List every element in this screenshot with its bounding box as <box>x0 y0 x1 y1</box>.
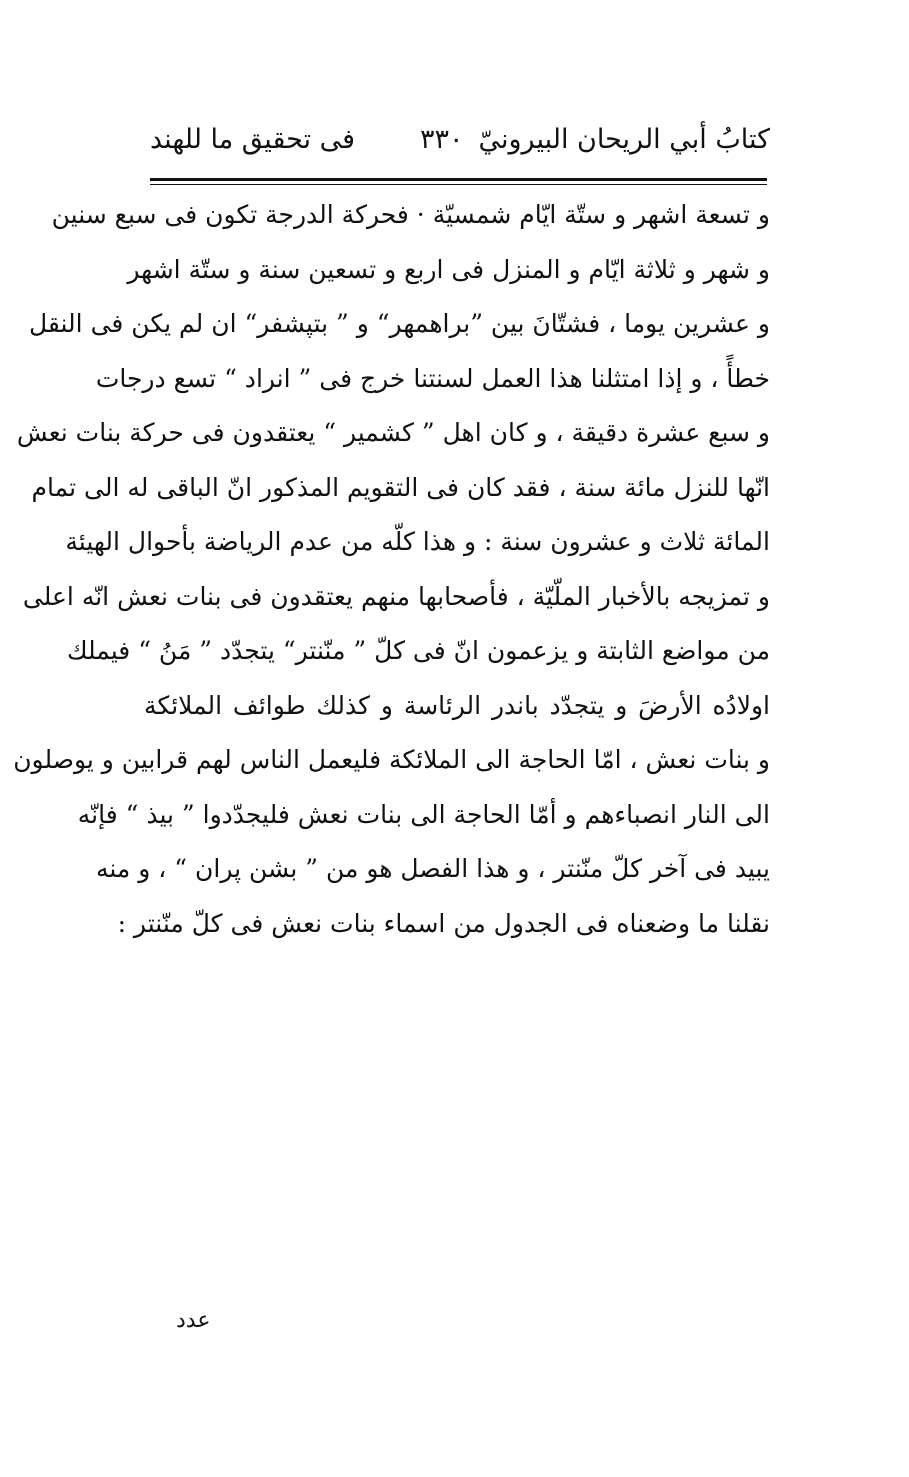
text-line: يبيد فى آخر كلّ منّنتر ، و هذا الفصل هو من ” بشن پران “ ، و منه <box>95 854 770 883</box>
text-line: من مواضع الثابتة و يزعمون انّ فى كلّ ” منّنتر“ يتجدّد ” مَنُ “ فيملك <box>66 636 770 665</box>
running-head <box>150 118 770 174</box>
text-line: اولادُه الأرضَ و يتجدّد باندر الرئاسة و كذلك طوائف الملائكة <box>144 690 770 720</box>
text-line: الى النار انصباءهم و أمّا الحاجة الى بنات نعش فليجدّدوا ” بيذ “ فإنّه <box>77 799 770 829</box>
text-line: و سبع عشرة دقيقة ، و كان اهل ” كشمير “ يعتقدون فى حركة بنات نعش <box>16 418 770 447</box>
header-rule <box>150 178 767 181</box>
book-title: كتابُ أبي الريحان البيرونيّ <box>478 124 770 155</box>
text-line: و تسعة اشهر و ستّة ايّام شمسيّة · فحركة الدرجة تكون فى سبع سنين <box>51 200 770 229</box>
text-line: نقلنا ما وضعناه فى الجدول من اسماء بنات نعش فى كلّ منّنتر : <box>117 908 770 938</box>
catchword: عدد <box>176 1308 211 1333</box>
text-line: و بنات نعش ، امّا الحاجة الى الملائكة فليعمل الناس لهم قرابين و يوصلون <box>13 745 770 774</box>
page-number: ٣٣٠ <box>420 124 464 155</box>
text-line: انّها للنزل مائة سنة ، فقد كان فى التقويم المذكور انّ الباقى له الى تمام <box>31 472 770 502</box>
text-line: و تمزيجه بالأخبار الملّيّة ، فأصحابها منهم يعتقدون فى بنات نعش انّه اعلى <box>22 581 770 611</box>
text-line: و شهر و ثلاثة ايّام و المنزل فى اربع و تسعين سنة و ستّة اشهر <box>127 254 770 284</box>
work-title: فی تحقيق ما للهند <box>150 124 356 155</box>
header-rule-thin <box>150 184 767 185</box>
body-text <box>13 188 770 951</box>
text-line: و عشرين يوما ، فشتّانَ بين ”براهمهر“ و ” بتپشفر“ ان لم يكن فى النقل <box>28 309 770 338</box>
text-line: المائة ثلاث و عشرون سنة : و هذا كلّه من عدم الرياضة بأحوال الهيئة <box>65 527 770 556</box>
text-line: خطأً ، و إذا امتثلنا هذا العمل لسنتنا خرج فى ” انراد “ تسع درجات <box>95 363 770 393</box>
